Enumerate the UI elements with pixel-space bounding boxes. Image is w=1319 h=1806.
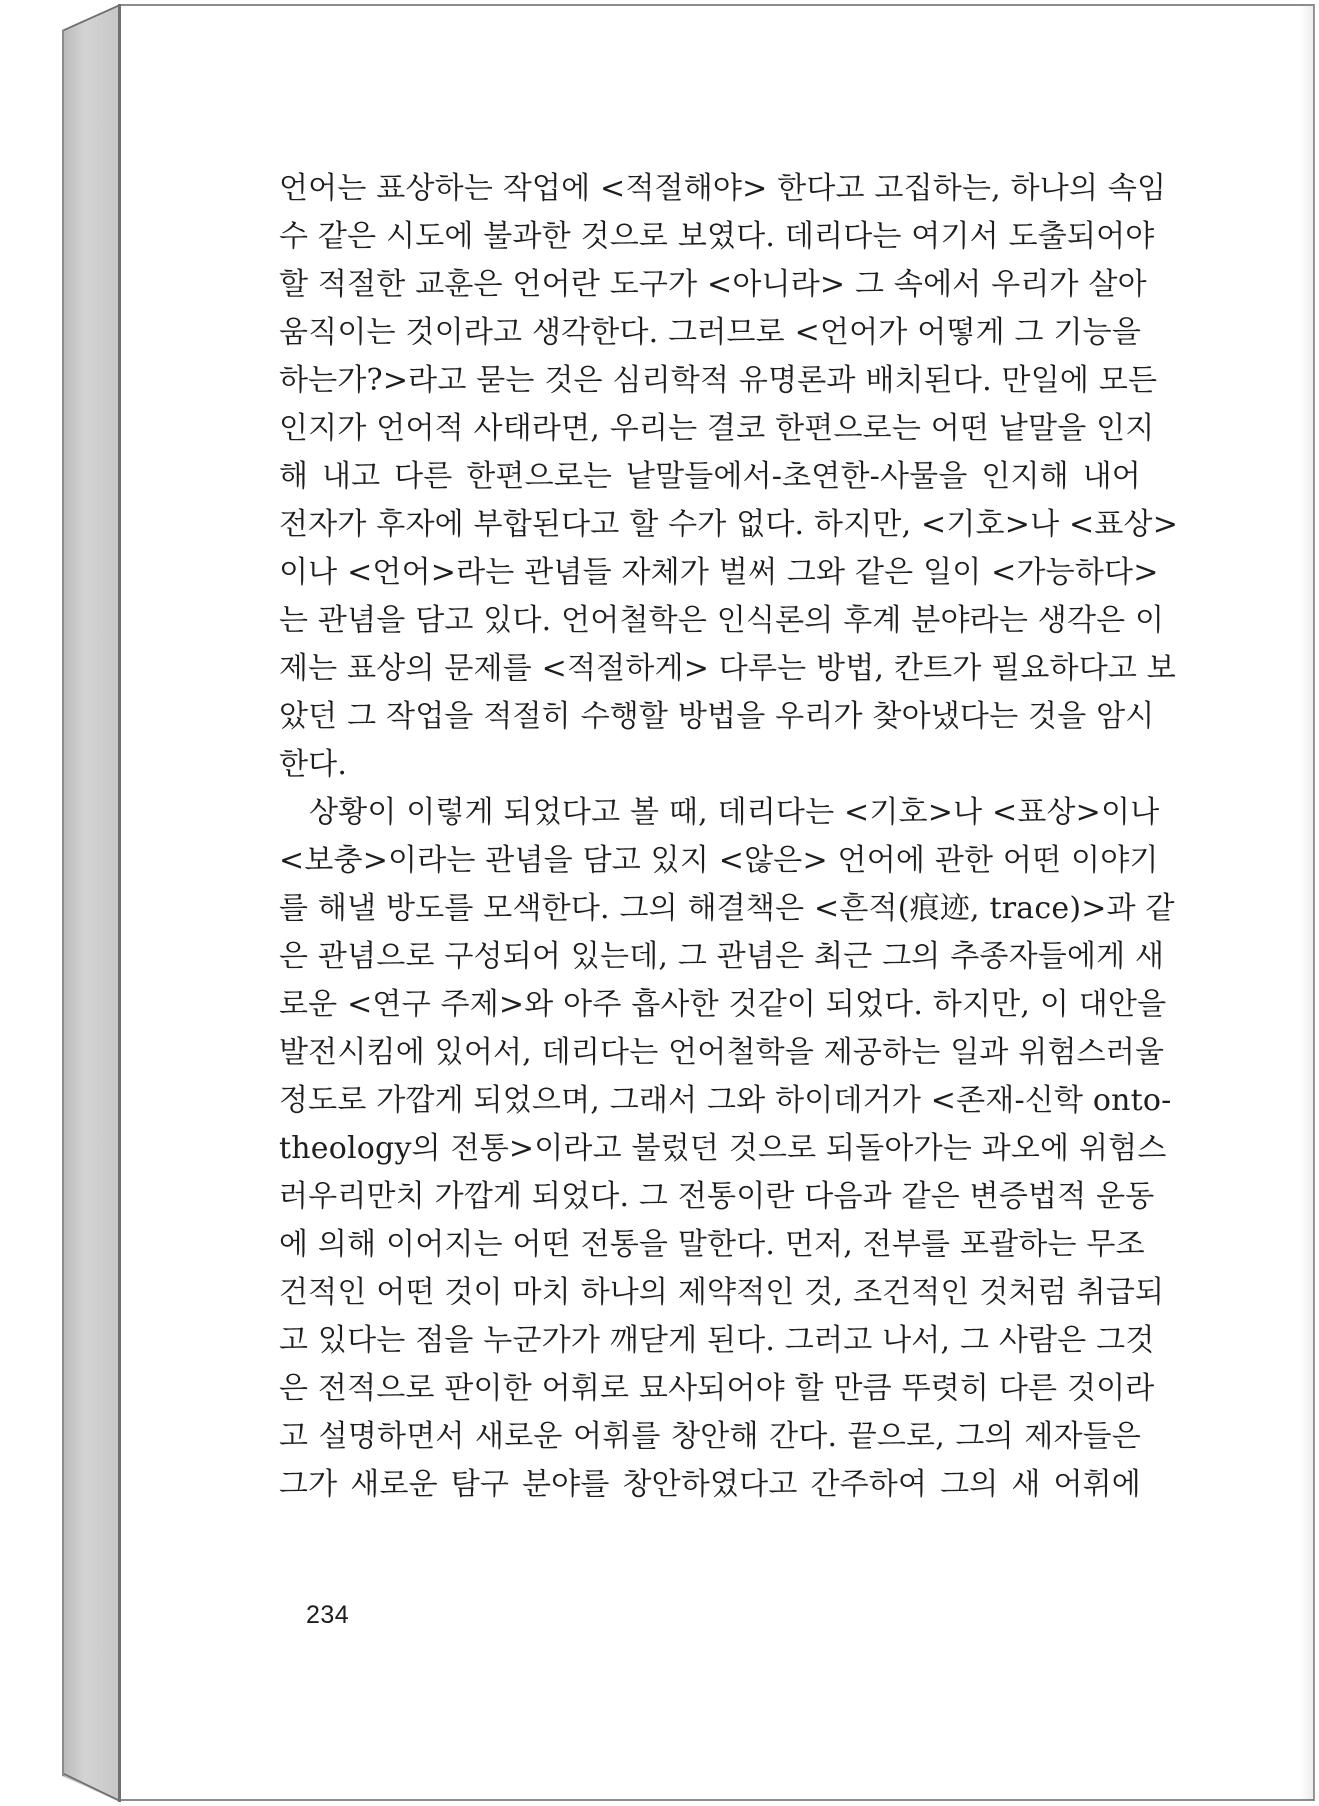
text-line: 제는 표상의 문제를 <적절하게> 다루는 방법, 칸트가 필요하다고 보 [279, 651, 1176, 686]
text-line: 발전시킴에 있어서, 데리다는 언어철학을 제공하는 일과 위험스러울 [279, 1035, 1165, 1070]
text-line: 러우리만치 가깝게 되었다. 그 전통이란 다음과 같은 변증법적 운동 [279, 1179, 1155, 1214]
text-line: 은 관념으로 구성되어 있는데, 그 관념은 최근 그의 추종자들에게 새 [279, 939, 1165, 974]
page-number: 234 [306, 1601, 350, 1629]
text-line: 고 설명하면서 새로운 어휘를 창안해 간다. 끝으로, 그의 제자들은 [279, 1419, 1141, 1454]
text-line: 로운 <연구 주제>와 아주 흡사한 것같이 되었다. 하지만, 이 대안을 [279, 987, 1167, 1022]
text-line: 에 의해 이어지는 어떤 전통을 말한다. 먼저, 전부를 포괄하는 무조 [279, 1227, 1145, 1262]
text-line: 를 해낼 방도를 모색한다. 그의 해결책은 <흔적(痕迹, trace)>과 같 [279, 891, 1175, 926]
text-line: 할 적절한 교훈은 언어란 도구가 <아니라> 그 속에서 우리가 살아 [279, 267, 1147, 302]
page-right-shadow [1300, 6, 1314, 1800]
text-line: 정도로 가깝게 되었으며, 그래서 그와 하이데거가 <존재-신학 onto- [279, 1083, 1172, 1118]
text-line: 이나 <언어>라는 관념들 자체가 벌써 그와 같은 일이 <가능하다> [279, 555, 1159, 590]
text-line: 해 내고 다른 한편으로는 낱말들에서-초연한-사물을 인지해 내어 [279, 459, 1141, 494]
text-line: 상황이 이렇게 되었다고 볼 때, 데리다는 <기호>나 <표상>이나 [309, 795, 1160, 830]
text-line: 는 관념을 담고 있다. 언어철학은 인식론의 후계 분야라는 생각은 이 [279, 603, 1165, 638]
text-line: 건적인 어떤 것이 마치 하나의 제약적인 것, 조건적인 것처럼 취급되 [279, 1275, 1165, 1310]
text-line: 하는가?>라고 묻는 것은 심리학적 유명론과 배치된다. 만일에 모든 [279, 363, 1158, 398]
text-line: 움직이는 것이라고 생각한다. 그러므로 <언어가 어떻게 그 기능을 [279, 315, 1141, 350]
text-line: 았던 그 작업을 적절히 수행할 방법을 우리가 찾아냈다는 것을 암시 [279, 699, 1155, 734]
text-line: 언어는 표상하는 작업에 <적절해야> 한다고 고집하는, 하나의 속임 [279, 171, 1167, 206]
text-line: 수 같은 시도에 불과한 것으로 보였다. 데리다는 여기서 도출되어야 [279, 219, 1155, 254]
book-spine-edge [62, 4, 120, 1802]
text-line: 한다. [279, 747, 348, 782]
text-line: 전자가 후자에 부합된다고 할 수가 없다. 하지만, <기호>나 <표상> [279, 507, 1179, 542]
text-line: 은 전적으로 판이한 어휘로 묘사되어야 할 만큼 뚜렷히 다른 것이라 [279, 1371, 1155, 1406]
text-line: 인지가 언어적 사태라면, 우리는 결코 한편으로는 어떤 낱말을 인지 [279, 411, 1155, 446]
book-spine-outer-line [62, 30, 64, 1776]
text-line: 그가 새로운 탐구 분야를 창안하였다고 간주하여 그의 새 어휘에 [279, 1467, 1141, 1502]
text-line: <보충>이라는 관념을 담고 있지 <않은> 언어에 관한 어떤 이야기 [279, 843, 1159, 878]
text-line: theology의 전통>이라고 불렀던 것으로 되돌아가는 과오에 위험스 [279, 1131, 1167, 1166]
body-text [279, 165, 1179, 1509]
text-line: 고 있다는 점을 누군가가 깨닫게 된다. 그러고 나서, 그 사람은 그것 [279, 1323, 1155, 1358]
